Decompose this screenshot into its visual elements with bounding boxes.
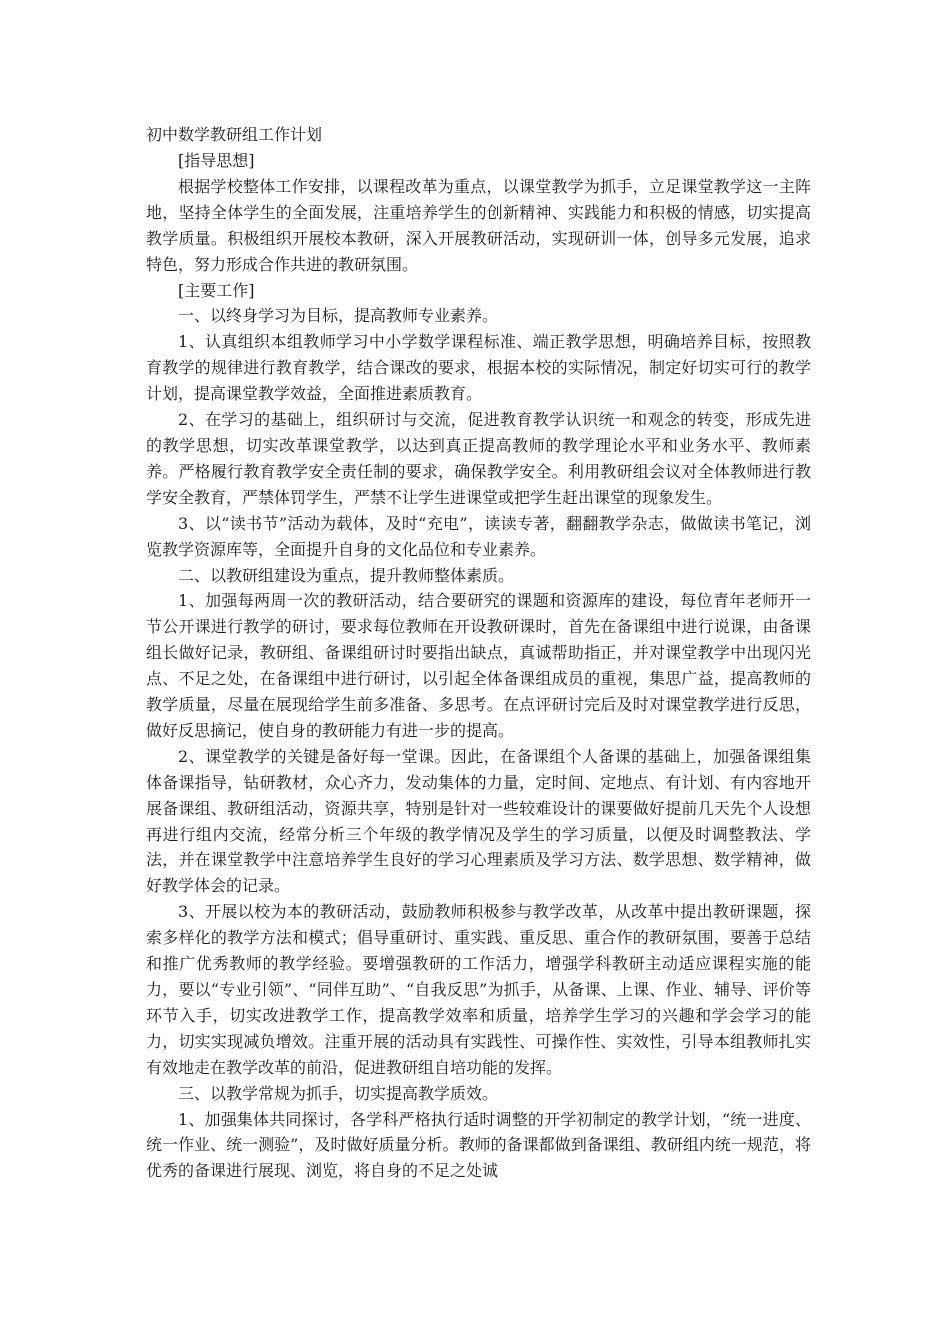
subheading-3: 三、以教学常规为抓手，切实提高教学质效。 xyxy=(178,1083,499,1103)
paragraph-1-1: 1、认真组织本组教师学习中小学数学课程标准、端正教学思想，明确培养目标，按照教育教学的规律进行教育教学，结合课改的要求，根据本校的实际情况，制定好切实可行的教学计划，提高课堂教学效益，全面推进素质教育。 xyxy=(146,332,811,404)
paragraph-2-3: 3、开展以校为本的教研活动，鼓励教师积极参与教学改革，从改革中提出教研课题，探索多样化的教学方法和模式；倡导重研讨、重实践、重反思、重合作的教研氛围，要善于总结和推广优秀教师的教学经验。要增强教研的工作活力，增强学科教研主动适应课程实施的能力，要以“专业引领”、“同伴互助”、“自我反思”为抓手，从备课、上课、作业、辅导、评价等环节入手，切实改进教学工作，提高教学效率和质量，培养学生学习的兴趣和学会学习的能力，切实实现减负增效。注重开展的活动具有实践性、可操作性、实效性，引导本组教师扎实有效地走在教学改革的前沿，促进教研组自培功能的发挥。 xyxy=(146,902,811,1077)
section-heading-guiding-thought: [指导思想] xyxy=(178,151,255,170)
paragraph-2-1: 1、加强每两周一次的教研活动，结合要研究的课题和资源库的建设，每位青年老师开一节公开课进行教学的研讨，要求每位教师在开设教研课时，首先在备课组中进行说课，由备课组长做好记录，教研组、备课组研讨时要指出缺点，真诚帮助指正，并对课堂教学中出现闪光点、不足之处，在备课组中进行研讨，以引起全体备课组成员的重视，集思广益，提高教师的教学质量，尽量在展现给学生前多准备、多思考。在点评研讨完后及时对课堂教学进行反思，做好反思摘记，使自身的教研能力有进一步的提高。 xyxy=(146,591,811,740)
subheading-1: 一、以终身学习为目标，提高教师专业素养。 xyxy=(178,306,499,326)
section-heading-main-work: [主要工作] xyxy=(178,280,255,300)
paragraph-2-2: 2、课堂教学的关键是备好每一堂课。因此，在备课组个人备课的基础上，加强备课组集体备课指导，钻研教材，众心齐力，发动集体的力量，定时间、定地点、有计划、有内容地开展备课组、教研组活动，资源共享，特别是针对一些较难设计的课要做好提前几天先个人设想再进行组内交流，经常分析三个年级的教学情况及学生的学习质量，以便及时调整教法、学法，并在课堂教学中注意培养学生良好的学习心理素质及学习方法、数学思想、数学精神，做好教学体会的记录。 xyxy=(146,746,811,896)
document-page xyxy=(146,122,811,1184)
document-title: 初中数学教研组工作计划 xyxy=(146,125,323,144)
paragraph-1-2: 2、在学习的基础上，组织研讨与交流，促进教育教学认识统一和观念的转变，形成先进的教学思想，切实改革课堂教学，以达到真正提高教师的教学理论水平和业务水平、教师素养。严格履行教育教学安全责任制的要求，确保教学安全。利用教研组会议对全体教师进行教学安全教育，严禁体罚学生，严禁不让学生进课堂或把学生赶出课堂的现象发生。 xyxy=(146,410,811,507)
subheading-2: 二、以教研组建设为重点，提升教师整体素质。 xyxy=(178,565,515,585)
paragraph-1-3: 3、以“读书节”活动为载体，及时“充电”，读读专著，翻翻教学杂志，做做读书笔记，浏览教学资源库等，全面提升自身的文化品位和专业素养。 xyxy=(146,513,811,559)
paragraph-guiding-thought: 根据学校整体工作安排，以课程改革为重点，以课堂教学为抓手，立足课堂教学这一主阵地，坚持全体学生的全面发展，注重培养学生的创新精神、实践能力和积极的情感，切实提高教学质量。积极组织开展校本教研，深入开展教研活动，实现研训一体，创导多元发展，追求特色，努力形成合作共进的教研氛围。 xyxy=(146,176,811,274)
paragraph-3-1: 1、加强集体共同探讨，各学科严格执行适时调整的开学初制定的教学计划，“统一进度、统一作业、统一测验”，及时做好质量分析。教师的备课都做到备课组、教研组内统一规范，将优秀的备课进行展现、浏览，将自身的不足之处诚 xyxy=(146,1109,811,1181)
